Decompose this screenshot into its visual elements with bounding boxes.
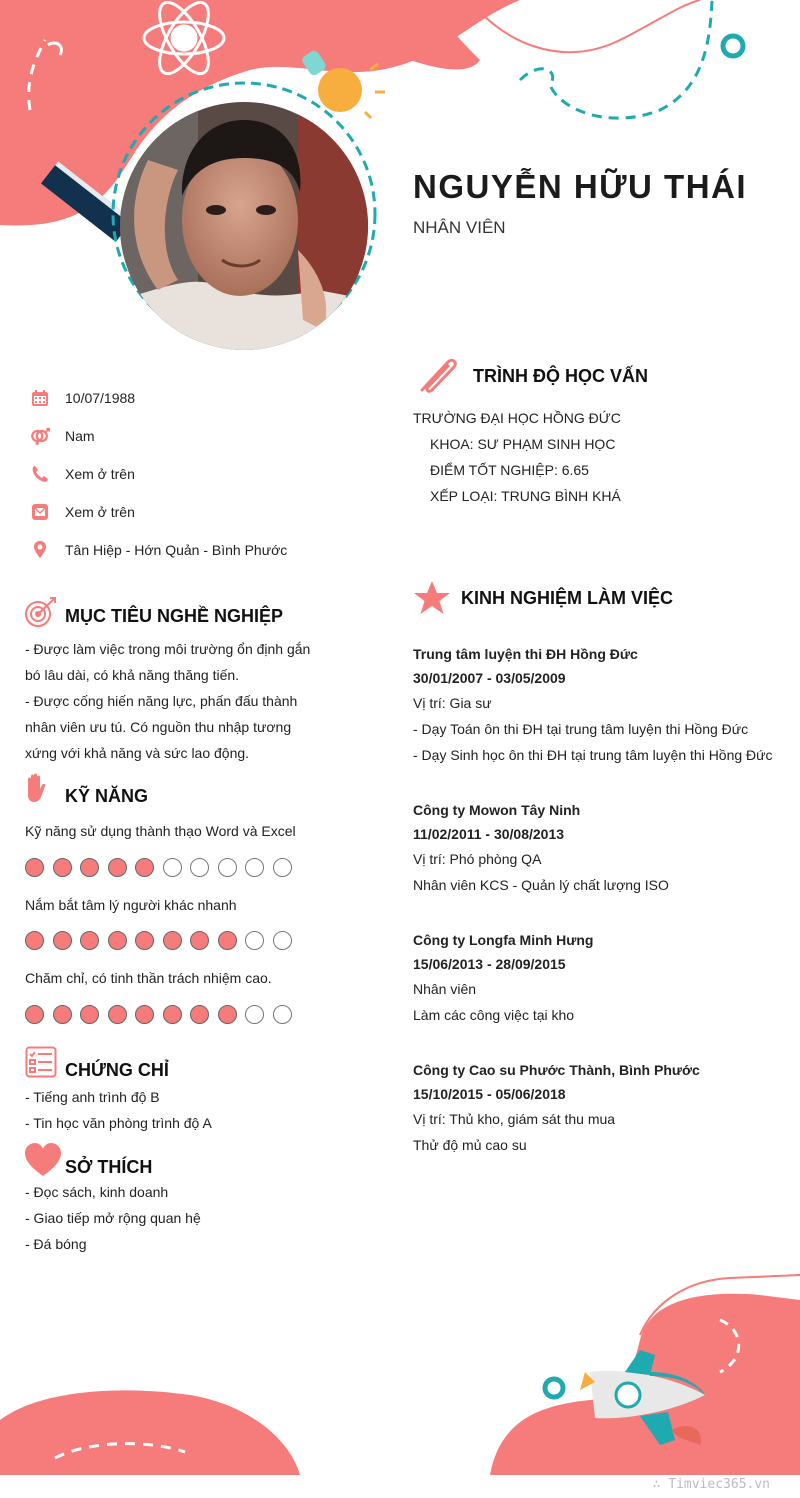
rating-dot-filled <box>163 1005 182 1024</box>
calendar-icon <box>30 388 50 408</box>
bottom-left-blob <box>0 1390 300 1475</box>
rating-dot-filled <box>80 858 99 877</box>
paperclip-icon <box>414 354 460 396</box>
rating-dot-empty <box>190 858 209 877</box>
rating-dot-empty <box>273 858 292 877</box>
rating-dot-filled <box>80 1005 99 1024</box>
education-title: TRÌNH ĐỘ HỌC VẤN <box>473 366 648 386</box>
job-company: Công ty Longfa Minh Hưng <box>413 932 594 948</box>
job-line: Vị trí: Gia sư <box>413 695 492 711</box>
profile-photo <box>118 100 370 352</box>
skill-rating <box>25 858 292 877</box>
email-icon <box>30 502 50 522</box>
rating-dot-filled <box>25 1005 44 1024</box>
certificates-title: CHỨNG CHỈ <box>65 1060 169 1080</box>
gender-icon <box>30 426 50 446</box>
birthdate-text: 10/07/1988 <box>65 390 136 406</box>
job-line: Làm các công việc tại kho <box>413 1007 575 1023</box>
phone-icon <box>30 464 50 484</box>
job-company: Trung tâm luyện thi ĐH Hồng Đức <box>413 646 638 662</box>
education-detail: XẾP LOẠI: TRUNG BÌNH KHÁ <box>430 488 621 504</box>
skill-rating <box>25 931 292 950</box>
rating-dot-filled <box>218 1005 237 1024</box>
gender-text: Nam <box>65 428 95 444</box>
rating-dot-filled <box>53 931 72 950</box>
checklist-icon <box>25 1046 57 1078</box>
job-period: 11/02/2011 - 30/08/2013 <box>413 826 565 842</box>
rating-dot-filled <box>25 931 44 950</box>
rating-dot-filled <box>218 931 237 950</box>
skill-rating <box>25 1005 292 1024</box>
objective-text: - Được làm việc trong môi trường ổn định gắn bó lâu dài, có khả năng thăng tiến. - Được cống hiến năng lực, phấn đấu thành nhân viên ưu tú. Có nguồn thu nhập tương xứng với khả năng và sức lao động. <box>25 641 311 761</box>
rating-dot-filled <box>135 858 154 877</box>
contact-birthdate <box>30 386 136 410</box>
rating-dot-filled <box>135 1005 154 1024</box>
hobby-item: - Đọc sách, kinh doanh <box>25 1184 169 1200</box>
job-line: Nhân viên <box>413 981 477 997</box>
hobby-item: - Giao tiếp mở rộng quan hệ <box>25 1210 201 1226</box>
location-pin-icon <box>30 540 50 560</box>
rating-dot-filled <box>135 931 154 950</box>
contact-email <box>30 500 135 524</box>
rating-dot-filled <box>190 931 209 950</box>
rating-dot-filled <box>108 931 127 950</box>
rating-dot-filled <box>163 931 182 950</box>
contact-address <box>30 538 288 562</box>
skill-label: Kỹ năng sử dụng thành thạo Word và Excel <box>25 823 296 839</box>
job-company: Công ty Cao su Phước Thành, Bình Phước <box>413 1062 700 1078</box>
job-line: Thử độ mủ cao su <box>413 1137 527 1153</box>
rating-dot-filled <box>190 1005 209 1024</box>
rating-dot-empty <box>273 931 292 950</box>
candidate-name: NGUYỄN HỮU THÁI <box>413 168 748 205</box>
rating-dot-filled <box>53 858 72 877</box>
rating-dot-empty <box>273 1005 292 1024</box>
rating-dot-filled <box>108 858 127 877</box>
heart-icon <box>24 1143 62 1177</box>
contact-gender <box>30 424 95 448</box>
job-line: Vị trí: Phó phòng QA <box>413 851 542 867</box>
address-text: Tân Hiệp - Hớn Quản - Bình Phước <box>65 542 288 558</box>
skill-label: Chăm chỉ, có tinh thần trách nhiệm cao. <box>25 970 272 986</box>
rating-dot-empty <box>218 858 237 877</box>
rating-dot-empty <box>245 1005 264 1024</box>
job-company: Công ty Mowon Tây Ninh <box>413 802 581 818</box>
experience-title: KINH NGHIỆM LÀM VIỆC <box>461 588 674 608</box>
raised-hand-icon <box>24 773 48 805</box>
skills-title: KỸ NĂNG <box>65 786 149 806</box>
certificate-item: - Tiếng anh trình độ B <box>25 1089 160 1105</box>
target-icon <box>24 596 58 628</box>
job-line: Nhân viên KCS - Quản lý chất lượng ISO <box>413 877 669 893</box>
rating-dot-empty <box>245 858 264 877</box>
watermark: ∴ Timviec365.vn <box>652 1477 770 1492</box>
job-line: - Dạy Toán ôn thi ĐH tại trung tâm luyện thi Hồng Đức <box>413 721 749 737</box>
rating-dot-filled <box>80 931 99 950</box>
email-text: Xem ở trên <box>65 504 135 520</box>
education-school: TRƯỜNG ĐẠI HỌC HỒNG ĐỨC <box>413 410 621 426</box>
certificate-item: - Tin học văn phòng trình độ A <box>25 1115 212 1131</box>
job-period: 15/06/2013 - 28/09/2015 <box>413 956 566 972</box>
job-line: - Dạy Sinh học ôn thi ĐH tại trung tâm luyện thi Hồng Đức <box>413 747 773 763</box>
rating-dot-filled <box>108 1005 127 1024</box>
contact-phone <box>30 462 135 486</box>
rating-dot-filled <box>25 858 44 877</box>
job-period: 30/01/2007 - 03/05/2009 <box>413 670 566 686</box>
skill-label: Nắm bắt tâm lý người khác nhanh <box>25 897 237 913</box>
job-period: 15/10/2015 - 05/06/2018 <box>413 1086 566 1102</box>
objective-title: MỤC TIÊU NGHỀ NGHIỆP <box>65 606 284 626</box>
rating-dot-empty <box>163 858 182 877</box>
candidate-role: NHÂN VIÊN <box>413 218 506 237</box>
hobbies-title: SỞ THÍCH <box>65 1157 153 1177</box>
education-detail: KHOA: SƯ PHẠM SINH HỌC <box>430 436 616 452</box>
phone-text: Xem ở trên <box>65 466 135 482</box>
star-icon <box>413 580 451 616</box>
rating-dot-filled <box>53 1005 72 1024</box>
rating-dot-empty <box>245 931 264 950</box>
education-detail: ĐIỂM TỐT NGHIỆP: 6.65 <box>430 462 589 478</box>
hobby-item: - Đá bóng <box>25 1236 87 1252</box>
job-line: Vị trí: Thủ kho, giám sát thu mua <box>413 1111 616 1127</box>
